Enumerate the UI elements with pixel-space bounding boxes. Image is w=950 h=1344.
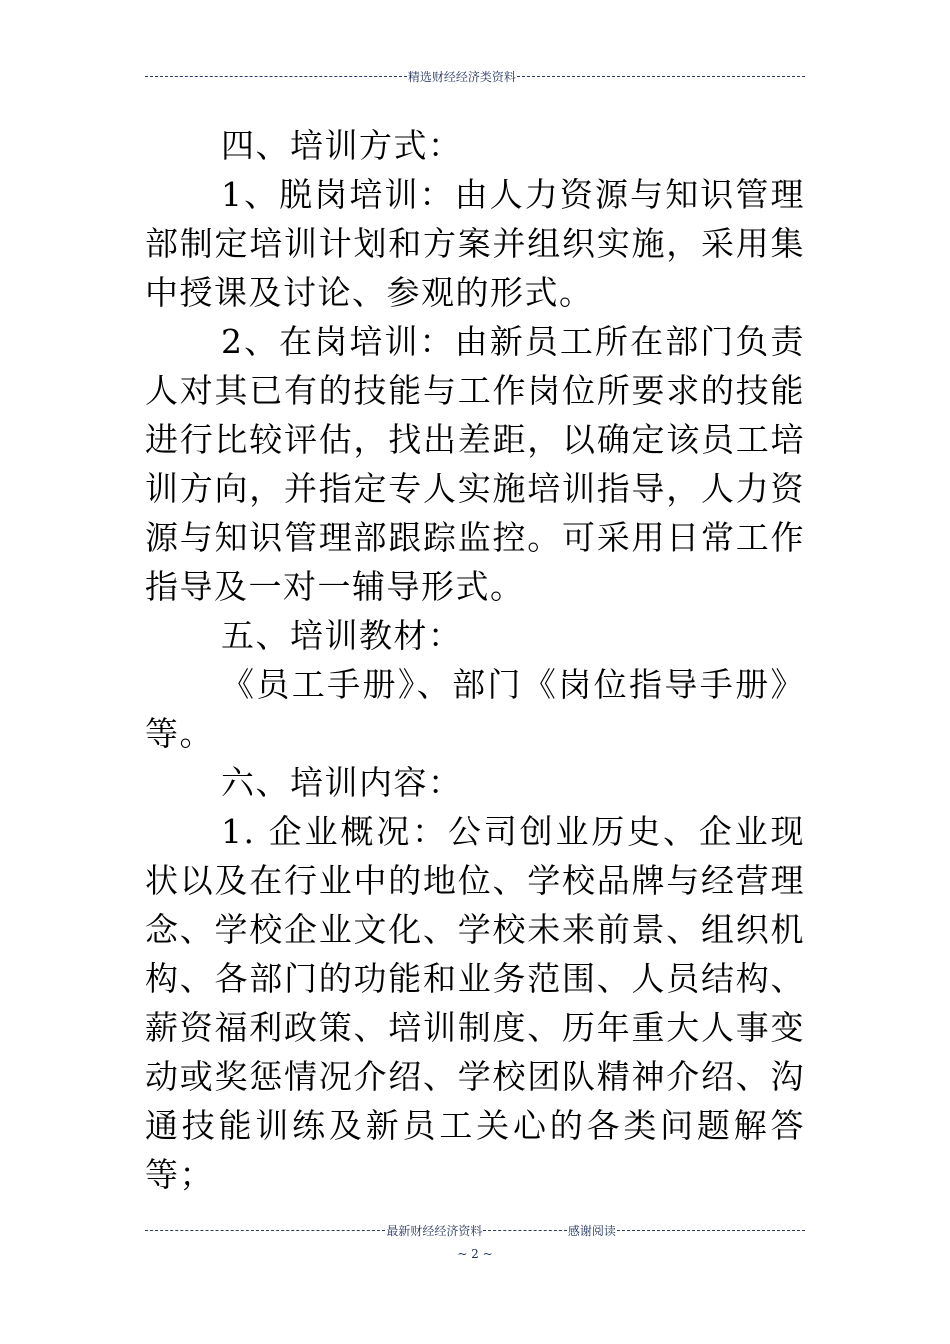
section-heading-5: 五、培训教材： — [221, 616, 463, 655]
paragraph-materials: 《员工手册》、部门《岗位指导手册》等。 — [145, 665, 805, 753]
footer-dashes-middle — [483, 1230, 567, 1231]
footer-dashes-right — [617, 1230, 805, 1231]
header-dashes-left — [145, 76, 407, 77]
body-text — [145, 121, 805, 1199]
paragraph-onsite-training: 2、在岗培训：由新员工所在部门负责人对其已有的技能与工作岗位所要求的技能进行比较评估，找出差距，以确定该员工培训方向，并指定专人实施培训指导，人力资源与知识管理部跟踪监控。可采用日常工作指导及一对一辅导形式。 — [145, 322, 805, 606]
section-heading-4: 四、培训方式： — [221, 126, 463, 165]
footer-rule — [145, 1222, 805, 1239]
footer-label-left: 最新财经经济资料 — [386, 1224, 483, 1238]
header-rule — [145, 68, 805, 85]
page-number: ~ 2 ~ — [457, 1247, 493, 1261]
section-heading-6: 六、培训内容： — [221, 763, 463, 802]
paragraph-company-overview: 1. 企业概况：公司创业历史、企业现状以及在行业中的地位、学校品牌与经营理念、学校企业文化、学校未来前景、组织机构、各部门的功能和业务范围、人员结构、薪资福利政策、培训制度、历年重大人事变动或奖惩情况介绍、学校团队精神介绍、沟通技能训练及新员工关心的各类问题解答等； — [145, 812, 805, 1194]
header-dashes-right — [517, 76, 805, 77]
paragraph-offsite-training: 1、脱岗培训：由人力资源与知识管理部制定培训计划和方案并组织实施，采用集中授课及讨论、参观的形式。 — [145, 175, 805, 312]
header-label: 精选财经经济类资料 — [407, 70, 516, 84]
footer-dashes-left — [145, 1230, 385, 1231]
footer-label-right: 感谢阅读 — [567, 1224, 616, 1238]
